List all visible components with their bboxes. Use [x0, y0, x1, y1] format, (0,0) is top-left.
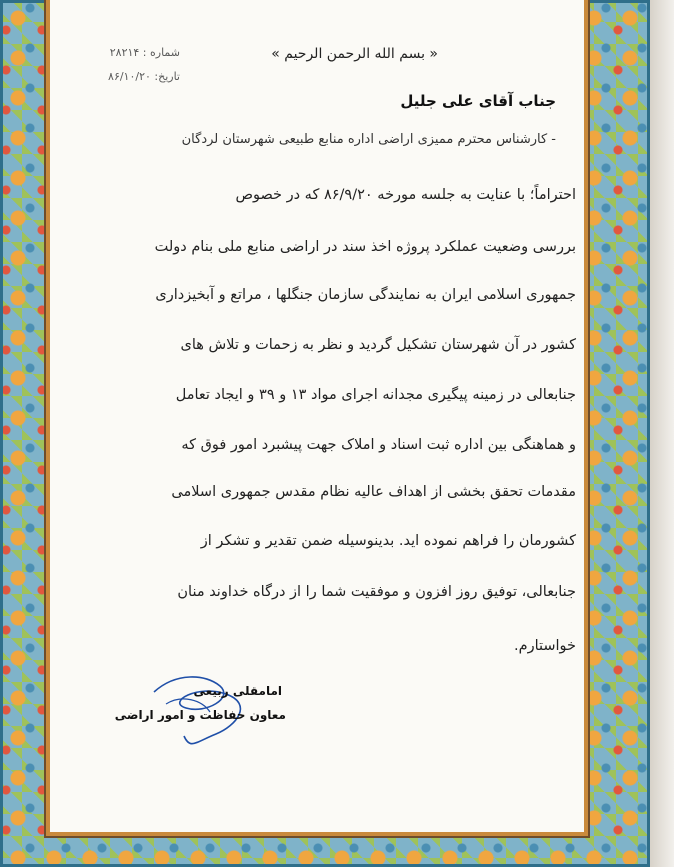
signatory-name: امامقلی ربیعی — [193, 684, 282, 698]
body-line: جنابعالی، توفیق روز افزون و موفقیت شما را از درگاه خداوند منان — [177, 584, 576, 600]
body-line: کشور در آن شهرستان تشکیل گردید و نظر به زحمات و تلاش های — [180, 337, 576, 353]
letter-number: شماره : ۲۸۲۱۴ — [109, 46, 180, 59]
signatory-position: معاون حفاظت و امور اراضی — [114, 708, 286, 722]
body-line: جمهوری اسلامی ایران به نمایندگی سازمان جنگلها ، مراتع و آبخیزداری — [155, 287, 576, 303]
body-line: کشورمان را فراهم نموده اید. بدینوسیله ضمن تقدیر و تشکر از — [200, 533, 576, 549]
body-line: و هماهنگی بین اداره ثبت اسناد و املاک جهت پیشبرد امور فوق که — [181, 437, 576, 453]
body-line: احتراماً؛ با عنایت به جلسه مورخه ۸۶/۹/۲۰ که در خصوص — [235, 187, 576, 203]
page-edge — [650, 0, 674, 867]
letter-date: تاریخ: ۸۶/۱۰/۲۰ — [108, 70, 180, 83]
body-line: خواستارم. — [513, 638, 576, 654]
body-line: مقدمات تحقق بخشی از اهداف عالیه نظام مقدس جمهوری اسلامی — [171, 484, 576, 500]
body-line: جنابعالی در زمینه پیگیری مجدانه اجرای مواد ۱۳ و ۳۹ و ایجاد تعامل — [175, 387, 576, 403]
recipient-name: جناب آقای علی جلیل — [400, 92, 556, 110]
recipient-title: - کارشناس محترم ممیزی اراضی اداره منابع طبیعی شهرستان لردگان — [181, 132, 556, 147]
basmala: « بسم الله الرحمن الرحيم » — [271, 46, 438, 62]
body-line: بررسی وضعیت عملکرد پروژه اخذ سند در اراضی منابع ملی بنام دولت — [154, 239, 576, 255]
